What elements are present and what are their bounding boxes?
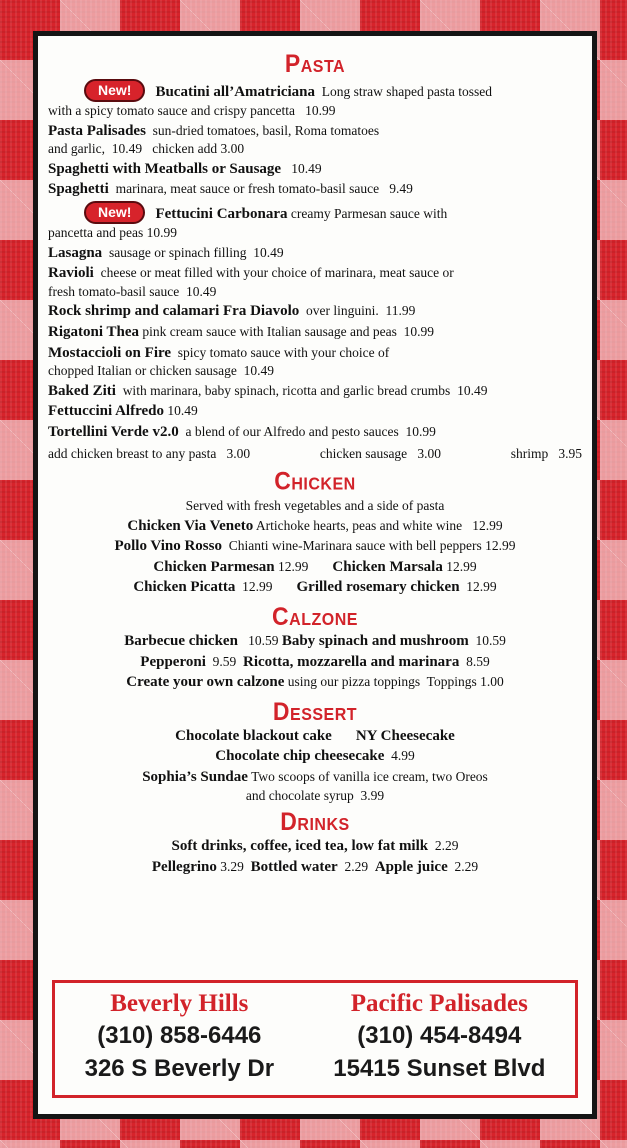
- item-desc: using our pizza toppings: [287, 674, 421, 690]
- item-price: 10.49: [243, 363, 275, 379]
- menu-item-fra-diavolo: [48, 302, 582, 321]
- item-desc: chopped Italian or chicken sausage: [48, 363, 237, 379]
- addon-label: shrimp: [510, 445, 549, 461]
- item-price: 2.29: [344, 858, 369, 874]
- item-name: Spaghetti: [48, 181, 109, 198]
- location-phone[interactable]: (310) 454-8494: [357, 1022, 522, 1049]
- item-price: 12.99: [242, 579, 273, 595]
- menu-item-custom-calzone: [48, 673, 582, 692]
- item-price: 11.99: [385, 303, 416, 319]
- addon-chicken-breast: [48, 445, 250, 463]
- item-desc: sausage or spinach filling: [108, 244, 247, 260]
- item-desc: pancetta and peas: [48, 224, 144, 240]
- item-desc: creamy Parmesan sauce with: [290, 205, 448, 221]
- addon-price: 3.95: [558, 445, 582, 461]
- calzone-heading: Calzone: [272, 601, 358, 631]
- menu-item-rigatoni-thea: [48, 323, 582, 342]
- chicken-row: [48, 558, 582, 577]
- menu-item-ravioli: [48, 264, 582, 300]
- chicken-row: [48, 578, 582, 597]
- location-phone[interactable]: (310) 858-6446: [97, 1022, 262, 1049]
- calzone-row: [48, 632, 582, 651]
- item-price: 10.49: [167, 403, 198, 419]
- menu-item-mostaccioli: [48, 344, 582, 380]
- item-price: 3.99: [360, 787, 385, 803]
- item-name: Lasagna: [48, 244, 103, 261]
- item-desc: and garlic,: [48, 141, 105, 157]
- menu-item-sophias-sundae: [48, 768, 582, 804]
- item-desc: with a spicy tomato sauce and crispy pancetta: [48, 103, 296, 118]
- menu-item-chicken-via-veneto: [48, 517, 582, 536]
- addon-chicken-sausage: [320, 445, 441, 463]
- item-desc: Artichoke hearts, peas and white wine: [255, 517, 463, 533]
- item-price: 3.29: [220, 858, 244, 874]
- calzone-row: [48, 653, 582, 672]
- item-name: Soft drinks, coffee, iced tea, low fat milk: [171, 838, 429, 855]
- menu-item-pollo-vino-rosso: [48, 537, 582, 556]
- item-price: 10.49: [457, 382, 488, 398]
- item-price: 2.29: [434, 838, 459, 854]
- item-name: Rock shrimp and calamari Fra Diavolo: [48, 303, 300, 320]
- item-name: Pasta Palisades: [48, 122, 146, 139]
- drinks-row: [48, 858, 582, 877]
- item-price: 12.99: [485, 538, 516, 554]
- menu-item-fettuccini-alfredo: [48, 402, 582, 421]
- item-name: Ravioli: [48, 265, 94, 282]
- item-price: 12.99: [278, 558, 309, 574]
- item-price: 10.99: [403, 323, 435, 339]
- item-name: Tortellini Verde v2.0: [48, 423, 179, 440]
- item-desc: over linguini.: [306, 303, 379, 319]
- item-desc: a blend of our Alfredo and pesto sauces: [185, 423, 399, 439]
- item-name: Create your own calzone: [126, 674, 285, 691]
- locations-box: [52, 980, 578, 1098]
- menu-item-baked-ziti: [48, 382, 582, 401]
- item-extra: chicken add 3.00: [152, 141, 245, 157]
- item-desc: Two scoops of vanilla ice cream, two Oreos: [251, 769, 488, 785]
- item-desc: marinara, meat sauce or fresh tomato-basil sauce: [115, 181, 380, 197]
- item-name: Pollo Vino Rosso: [114, 538, 222, 555]
- item-name: Chicken Marsala: [332, 558, 443, 575]
- menu-item-lasagna: [48, 244, 582, 263]
- item-name: Apple juice: [374, 858, 448, 875]
- item-desc: with marinara, baby spinach, ricotta and garlic bread crumbs: [122, 382, 451, 398]
- item-name: Chocolate blackout cake: [175, 727, 332, 744]
- location-city: Beverly Hills: [110, 990, 249, 1017]
- location-city: Pacific Palisades: [350, 990, 528, 1017]
- item-name: Chicken Picatta: [133, 579, 236, 596]
- addon-shrimp: [511, 445, 582, 463]
- item-price: 10.99: [405, 423, 436, 439]
- item-price: 12.99: [446, 558, 477, 574]
- item-desc: sun-dried tomatoes, basil, Roma tomatoes: [152, 122, 380, 138]
- item-price: Toppings 1.00: [426, 674, 504, 690]
- pasta-addons: [48, 445, 582, 463]
- item-name: Sophia’s Sundae: [142, 769, 248, 786]
- dessert-heading: Dessert: [272, 696, 358, 726]
- item-price: 4.99: [391, 748, 415, 764]
- drinks-heading: Drinks: [280, 806, 350, 836]
- item-price: 12.99: [472, 517, 503, 533]
- item-name: Pepperoni: [140, 653, 206, 670]
- item-name: Barbecue chicken: [124, 633, 238, 650]
- item-desc: and chocolate syrup: [245, 787, 354, 803]
- item-name: Baby spinach and mushroom: [281, 633, 469, 650]
- item-price: 12.99: [466, 579, 497, 595]
- menu-item-bucatini: [48, 79, 582, 120]
- addon-label: add chicken breast to any pasta: [48, 445, 217, 461]
- location-address: 15415 Sunset Blvd: [333, 1055, 546, 1082]
- item-price: 10.49: [291, 160, 322, 176]
- item-name: Fettucini Carbonara: [155, 205, 288, 222]
- addon-label: chicken sausage: [319, 445, 408, 461]
- item-desc: Chianti wine-Marinara sauce with bell peppers: [228, 538, 482, 554]
- item-name: Pellegrino: [151, 858, 217, 875]
- chicken-heading: Chicken: [274, 466, 356, 496]
- location-address: 326 S Beverly Dr: [84, 1055, 275, 1082]
- menu-card: [33, 31, 597, 1119]
- menu-item-tortellini-verde: [48, 423, 582, 442]
- item-price: 10.49: [111, 141, 143, 157]
- item-name: Chocolate chip cheesecake: [215, 748, 385, 765]
- item-name: Baked Ziti: [48, 382, 116, 399]
- addon-price: 3.00: [226, 445, 251, 461]
- item-name: Ricotta, mozzarella and marinara: [242, 653, 460, 670]
- item-price: 9.49: [389, 181, 413, 197]
- item-desc: Long straw shaped pasta tossed: [321, 84, 492, 99]
- item-desc: cheese or meat filled with your choice of marinara, meat sauce or: [100, 265, 454, 281]
- item-name: Spaghetti with Meatballs or Sausage: [48, 160, 282, 177]
- pasta-heading: Pasta: [284, 48, 346, 78]
- item-name: Chicken Parmesan: [153, 558, 275, 575]
- addon-price: 3.00: [417, 445, 441, 461]
- item-price: 10.59: [475, 633, 506, 649]
- new-badge: New!: [84, 201, 145, 224]
- menu-item-pasta-palisades: [48, 122, 582, 158]
- item-price: 10.49: [185, 283, 217, 299]
- item-price: 10.99: [305, 103, 336, 118]
- item-name: Bottled water: [250, 858, 338, 875]
- item-name: Mostaccioli on Fire: [48, 344, 172, 361]
- menu-item-chocolate-chip-cheesecake: [48, 747, 582, 766]
- drinks-row: [48, 837, 582, 856]
- item-desc: fresh tomato-basil sauce: [48, 283, 180, 299]
- item-price: 8.59: [466, 653, 490, 669]
- item-price: 10.99: [146, 224, 177, 240]
- item-price: 10.49: [253, 244, 284, 260]
- menu-item-fettucini-carbonara: [48, 201, 582, 242]
- chicken-note: Served with fresh vegetables and a side of pasta: [185, 498, 445, 514]
- new-badge: New!: [84, 79, 145, 102]
- item-name: Rigatoni Thea: [48, 323, 139, 340]
- location-pacific-palisades: [333, 989, 545, 1095]
- item-price: 10.59: [248, 633, 279, 649]
- item-price: 9.59: [212, 653, 237, 669]
- menu-item-spaghetti-meatballs: [48, 160, 582, 179]
- dessert-row: [48, 727, 582, 746]
- item-desc: spicy tomato sauce with your choice of: [177, 344, 390, 360]
- location-beverly-hills: [85, 989, 274, 1095]
- item-name: Bucatini all’Amatriciana: [155, 84, 316, 100]
- item-name: Fettuccini Alfredo: [48, 403, 164, 420]
- item-name: Chicken Via Veneto: [127, 517, 254, 534]
- item-name: Grilled rosemary chicken: [296, 579, 460, 596]
- menu-item-spaghetti: [48, 180, 582, 199]
- item-name: NY Cheesecake: [355, 727, 455, 744]
- menu-body: [48, 48, 582, 878]
- item-desc: pink cream sauce with Italian sausage and peas: [142, 323, 397, 339]
- item-price: 2.29: [454, 858, 479, 874]
